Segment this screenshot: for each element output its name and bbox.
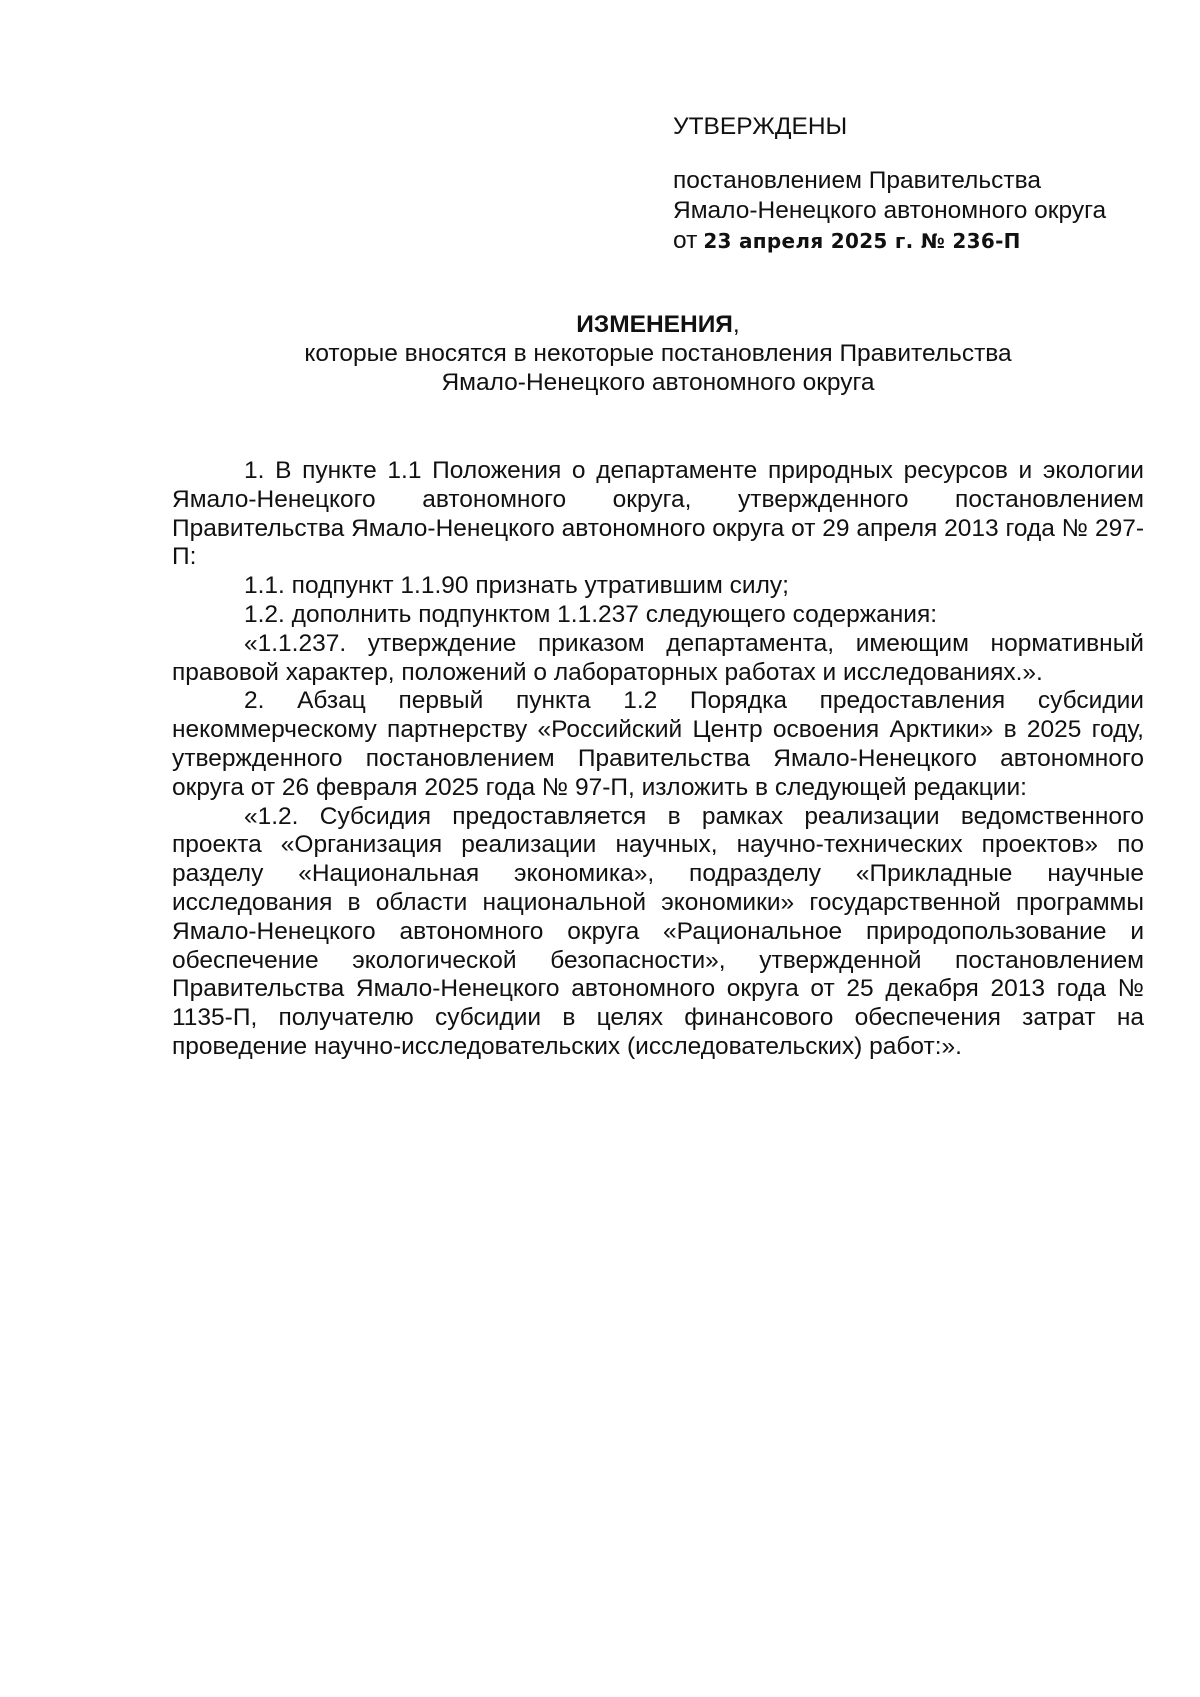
approval-line-2: Ямало-Ненецкого автономного округа [673, 197, 1107, 224]
document-heading [160, 310, 1156, 397]
document-body [172, 457, 1144, 1062]
paragraph-quote-1-1-237: «1.1.237. утверждение приказом департамента, имеющим нормативный правовой характер, положений о лабораторных работах и исследованиях.». [172, 629, 1144, 686]
approval-date-line [673, 226, 1153, 256]
paragraph-2: 2. Абзац первый пункта 1.2 Порядка предоставления субсидии некоммерческому партнерству «Российский Центр освоения Арктики» в 2025 году, утвержденного постановлением Правительства Ямало-Ненецкого автономного округа от 26 февраля 2025 года № 97-П, изложить в следующей редакции: [172, 687, 1144, 801]
paragraph-1: 1. В пункте 1.1 Положения о департаменте природных ресурсов и экологии Ямало-Ненецкого автономного округа, утвержденного постановлением Правительства Ямало-Ненецкого автономного округа от 29 апреля 2013 года № 297-П: [172, 457, 1144, 571]
heading-subtitle-line-1: которые вносятся в некоторые постановления Правительства [304, 340, 1012, 367]
heading-subtitle-line-2: Ямало-Ненецкого автономного округа [441, 369, 875, 396]
paragraph-1-2: 1.2. дополнить подпунктом 1.1.237 следующего содержания: [244, 600, 938, 628]
approval-line-1: постановлением Правительства [673, 167, 1041, 194]
paragraph-quote-1-2: «1.2. Субсидия предоставляется в рамках реализации ведомственного проекта «Организация реализации научных, научно-технических проектов» по разделу «Национальная экономика», подразделу «Прикладные научные исследования в области национальной экономики» государственной программы Ямало-Ненецкого автономного округа «Рациональное природопользование и обеспечение экологической безопасности», утвержденной постановлением Правительства Ямало-Ненецкого автономного округа от 25 декабря 2013 года № 1135-П, получателю субсидии в целях финансового обеспечения затрат на проведение научно-исследовательских (исследовательских) работ:». [172, 802, 1144, 1060]
heading-title-line [160, 310, 1156, 339]
approval-date-value: 23 апреля 2025 г. № 236-П [703, 229, 1021, 253]
approval-date-prefix: от [673, 227, 698, 254]
approval-block [673, 112, 1153, 256]
document-title: ИЗМЕНЕНИЯ [576, 311, 733, 338]
paragraph-1-1: 1.1. подпункт 1.1.90 признать утратившим силу; [244, 572, 789, 600]
document-title-suffix: , [732, 311, 740, 338]
approved-heading: УТВЕРЖДЕНЫ [673, 113, 848, 140]
